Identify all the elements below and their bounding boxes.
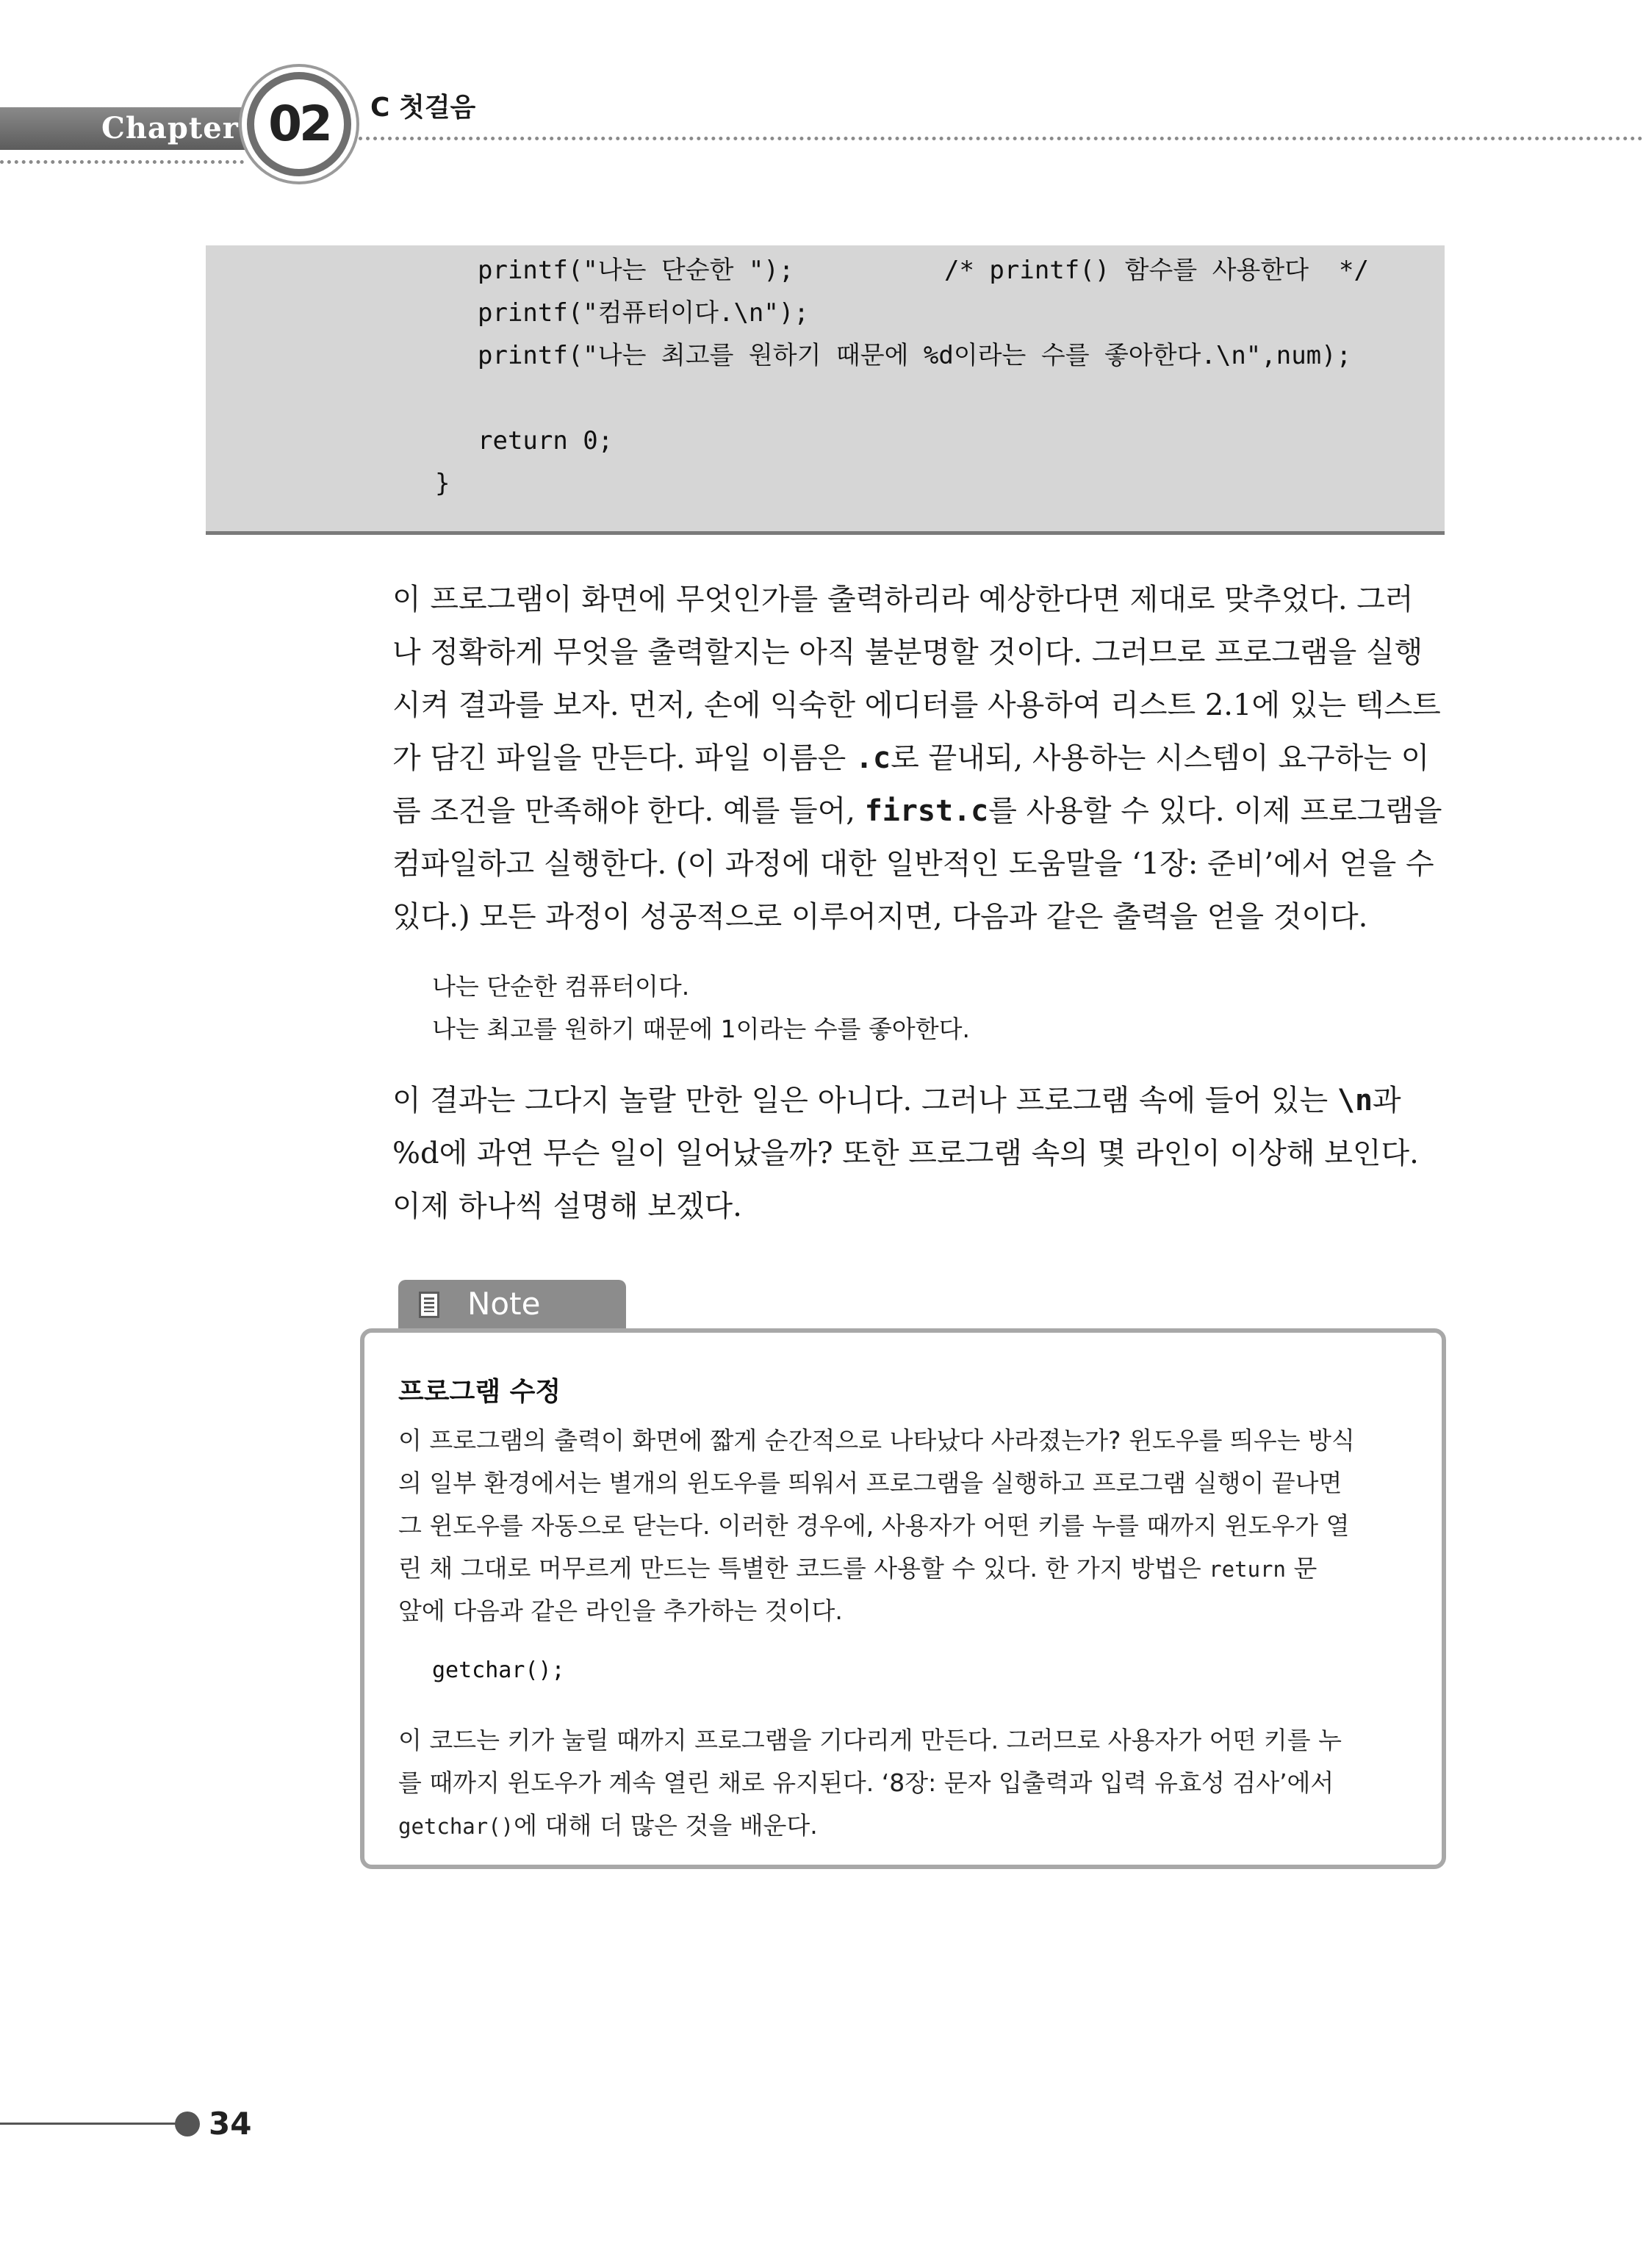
body-text-line: 가 담긴 파일을 만든다. 파일 이름은 .c로 끝내되, 사용하는 시스템이 요구하는 이 xyxy=(392,741,1430,775)
note-text-line: 린 채 그대로 머무르게 만드는 특별한 코드를 사용할 수 있다. 한 가지 방법은 return 문 xyxy=(398,1554,1317,1583)
note-heading: 프로그램 수정 xyxy=(398,1377,561,1407)
code-line: } xyxy=(435,469,450,498)
inline-code: .c xyxy=(855,741,891,775)
chapter-label: Chapter xyxy=(101,111,239,145)
body-text-line: 이 프로그램이 화면에 무엇인가를 출력하리라 예상한다면 제대로 맞추었다. 그러 xyxy=(392,583,1414,616)
chapter-title: C 첫걸음 xyxy=(370,93,476,123)
program-output-line: 나는 최고를 원하기 때문에 1이라는 수를 좋아한다. xyxy=(432,1015,970,1043)
code-line: return 0; xyxy=(478,426,614,456)
footer-rule xyxy=(0,2123,179,2125)
note-label: Note xyxy=(467,1286,541,1322)
inline-code: getchar() xyxy=(398,1814,514,1839)
body-text-line: 컴파일하고 실행한다. (이 과정에 대한 일반적인 도움말을 ‘1장: 준비’에서 얻을 수 xyxy=(392,847,1434,881)
body-text-line: 시켜 결과를 보자. 먼저, 손에 익숙한 에디터를 사용하여 리스트 2.1에 있는 텍스트 xyxy=(392,688,1441,722)
code-line: printf("나는 최고를 원하기 때문에 %d이라는 수를 좋아한다.\n",num); xyxy=(478,341,1352,370)
note-text-line: 이 프로그램의 출력이 화면에 짧게 순간적으로 나타났다 사라졌는가? 윈도우를 띄우는 방식 xyxy=(398,1426,1355,1455)
code-line: printf("컴퓨터이다.\n"); xyxy=(478,298,809,328)
note-tab xyxy=(398,1280,626,1328)
note-text-line: 그 윈도우를 자동으로 닫는다. 이러한 경우에, 사용자가 어떤 키를 누를 때까지 윈도우가 열 xyxy=(398,1511,1350,1540)
chapter-number: 02 xyxy=(268,96,330,152)
inline-code: \n xyxy=(1337,1084,1373,1117)
code-line: printf("나는 단순한 "); /* printf() 함수를 사용한다 */ xyxy=(478,256,1369,285)
body-text-line: 나 정확하게 무엇을 출력할지는 아직 불분명할 것이다. 그러므로 프로그램을 실행 xyxy=(392,636,1423,669)
header-dotted-rule-left xyxy=(0,160,244,164)
note-text-line: 를 때까지 윈도우가 계속 열린 채로 유지된다. ‘8장: 문자 입출력과 입력 유효성 검사’에서 xyxy=(398,1768,1334,1797)
body-text-line: 이 결과는 그다지 놀랄 만한 일은 아니다. 그러나 프로그램 속에 들어 있는 \n과 xyxy=(392,1084,1401,1117)
note-text-line: 앞에 다음과 같은 라인을 추가하는 것이다. xyxy=(398,1596,843,1625)
body-text-line: 있다.) 모든 과정이 성공적으로 이루어지면, 다음과 같은 출력을 얻을 것이다. xyxy=(392,900,1368,934)
header-dotted-rule-right xyxy=(359,137,1643,140)
footer-bullet xyxy=(175,2112,200,2136)
page-number: 34 xyxy=(209,2106,252,2142)
notepad-icon xyxy=(419,1292,439,1318)
body-text-line: 이제 하나씩 설명해 보겠다. xyxy=(392,1189,742,1223)
body-text-line: %d에 과연 무슨 일이 일어났을까? 또한 프로그램 속의 몇 라인이 이상해 보인다. xyxy=(392,1137,1419,1170)
note-code-line: getchar(); xyxy=(432,1657,565,1683)
code-listing xyxy=(206,245,1445,535)
note-text-line: getchar()에 대해 더 많은 것을 배운다. xyxy=(398,1811,818,1840)
inline-code: first.c xyxy=(864,794,989,828)
chapter-number-badge xyxy=(247,72,351,176)
inline-code: return xyxy=(1209,1557,1286,1582)
note-text-line: 의 일부 환경에서는 별개의 윈도우를 띄워서 프로그램을 실행하고 프로그램 실행이 끝나면 xyxy=(398,1469,1342,1497)
note-text-line: 이 코드는 키가 눌릴 때까지 프로그램을 기다리게 만든다. 그러므로 사용자가 어떤 키를 누 xyxy=(398,1726,1342,1754)
body-text-line: 름 조건을 만족해야 한다. 예를 들어, first.c를 사용할 수 있다. 이제 프로그램을 xyxy=(392,794,1442,828)
program-output-line: 나는 단순한 컴퓨터이다. xyxy=(432,972,690,1001)
